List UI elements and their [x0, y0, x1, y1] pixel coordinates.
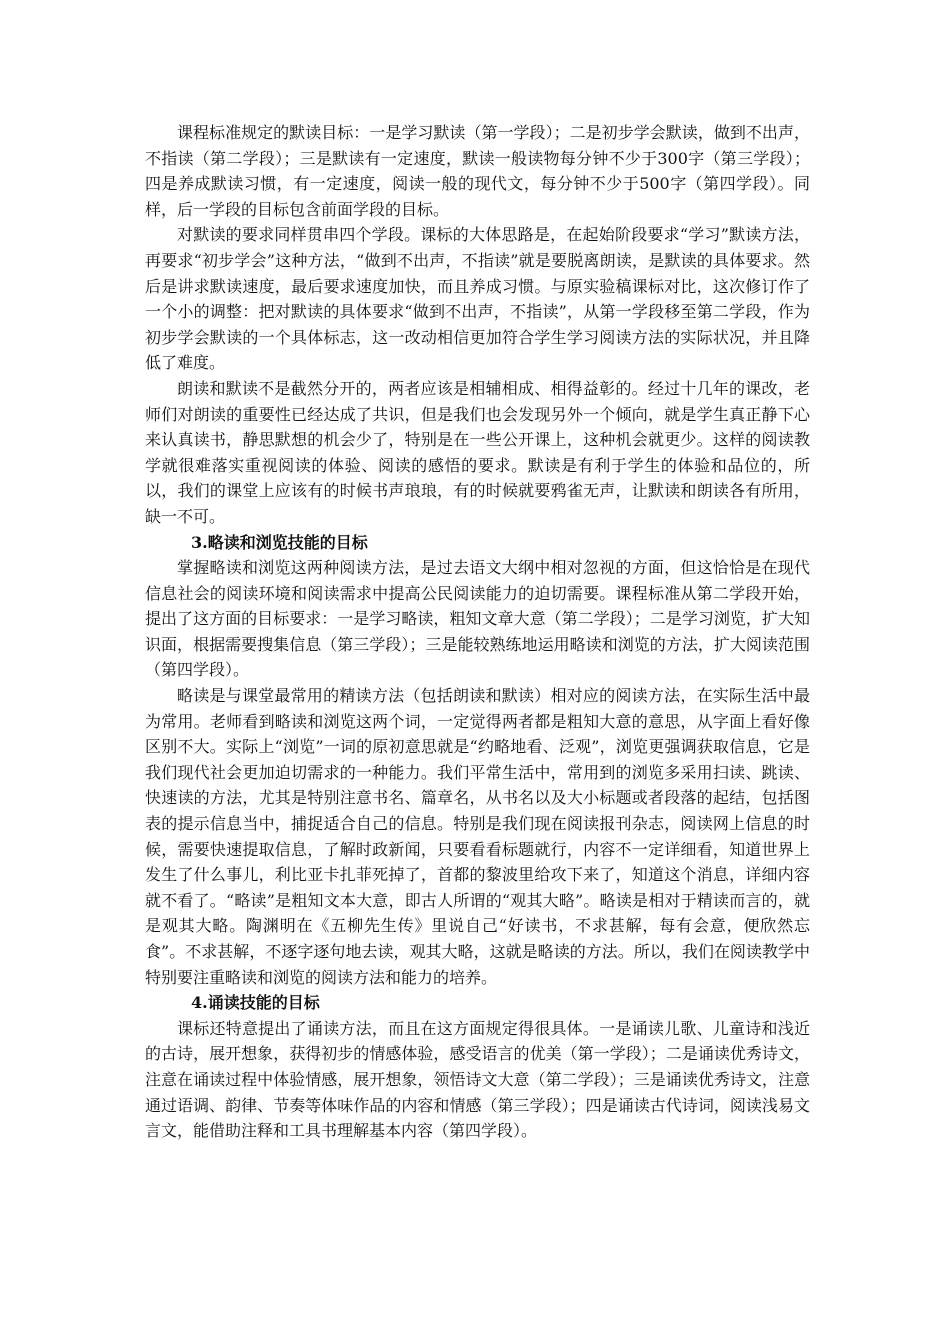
- heading-recitation: 4.诵读技能的目标: [191, 993, 320, 1013]
- paragraph-silent-reading-goals: 课程标准规定的默读目标：一是学习默读（第一学段）；二是初步学会默读，做到不出声，不指读（第二学段）；三是默读有一定速度，默读一般读物每分钟不少于300字（第三学段）；四是养成默读习惯，有一定速度，阅读一般的现代文，每分钟不少于500字（第四学段）。同样，后一学段的目标包含前面学段的目标。: [145, 123, 810, 219]
- paragraph-skimming-explanation: 略读是与课堂最常用的精读方法（包括朗读和默读）相对应的阅读方法，在实际生活中最为常用。老师看到略读和浏览这两个词，一定觉得两者都是粗知大意的意思，从字面上看好像区别不大。实际上“浏览”一词的原初意思就是“约略地看、泛观”，浏览更强调获取信息，它是我们现代社会更加迫切需求的一种能力。我们平常生活中，常用到的浏览多采用扫读、跳读、快速读的方法，尤其是特别注意书名、篇章名，从书名以及大小标题或者段落的起结，包括图表的提示信息当中，捕捉适合自己的信息。特别是我们现在阅读报刊杂志，阅读网上信息的时候，需要快速提取信息，了解时政新闻，只要看看标题就行，内容不一定详细看，知道世界上发生了什么事儿，利比亚卡扎菲死掉了，首都的黎波里给攻下来了，知道这个消息，详细内容就不看了。“略读”是粗知文本大意，即古人所谓的“观其大略”。略读是相对于精读而言的，就是观其大略。陶渊明在《五柳先生传》里说自己“好读书，不求甚解，每有会意，便欣然忘食”。不求甚解，不逐字逐句地去读，观其大略，这就是略读的方法。所以，我们在阅读教学中特别要注重略读和浏览的阅读方法和能力的培养。: [145, 686, 810, 987]
- paragraph-recitation-goals: 课标还特意提出了诵读方法，而且在这方面规定得很具体。一是诵读儿歌、儿童诗和浅近的古诗，展开想象，获得初步的情感体验，感受语言的优美（第一学段）；二是诵读优秀诗文，注意在诵读过程中体验情感，展开想象，领悟诗文大意（第二学段）；三是诵读优秀诗文，注意通过语调、韵律、节奏等体味作品的内容和情感（第三学段）；四是诵读古代诗词，阅读浅易文言文，能借助注释和工具书理解基本内容（第四学段）。: [145, 1018, 810, 1141]
- paragraph-reading-aloud-and-silent: 朗读和默读不是截然分开的，两者应该是相辅相成、相得益彰的。经过十几年的课改，老师们对朗读的重要性已经达成了共识，但是我们也会发现另外一个倾向，就是学生真正静下心来认真读书，静思默想的机会少了，特别是在一些公开课上，这种机会就更少。这样的阅读教学就很难落实重视阅读的体验、阅读的感悟的要求。默读是有利于学生的体验和品位的，所以，我们的课堂上应该有的时候书声琅琅，有的时候就要鸦雀无声，让默读和朗读各有所用，缺一不可。: [145, 378, 810, 526]
- paragraph-silent-reading-requirements: 对默读的要求同样贯串四个学段。课标的大体思路是，在起始阶段要求“学习”默读方法，再要求“初步学会”这种方法，“做到不出声，不指读”就是要脱离朗读，是默读的具体要求。然后是讲求默读速度，最后要求速度加快，而且养成习惯。与原实验稿课标对比，这次修订作了一个小的调整：把对默读的具体要求“做到不出声，不指读”，从第一学段移至第二学段，作为初步学会默读的一个具体标志，这一改动相信更加符合学生学习阅读方法的实际状况，并且降低了难度。: [145, 225, 810, 373]
- document-body: [145, 120, 810, 1144]
- paragraph-skimming-goals: 掌握略读和浏览这两种阅读方法，是过去语文大纲中相对忽视的方面，但这恰恰是在现代信息社会的阅读环境和阅读需求中提高公民阅读能力的迫切需要。课程标准从第二学段开始，提出了这方面的目标要求：一是学习略读，粗知文章大意（第二学段）；二是学习浏览，扩大知识面，根据需要搜集信息（第三学段）；三是能较熟练地运用略读和浏览的方法，扩大阅读范围（第四学段）。: [145, 558, 810, 680]
- heading-skimming-browsing: 3.略读和浏览技能的目标: [191, 532, 368, 552]
